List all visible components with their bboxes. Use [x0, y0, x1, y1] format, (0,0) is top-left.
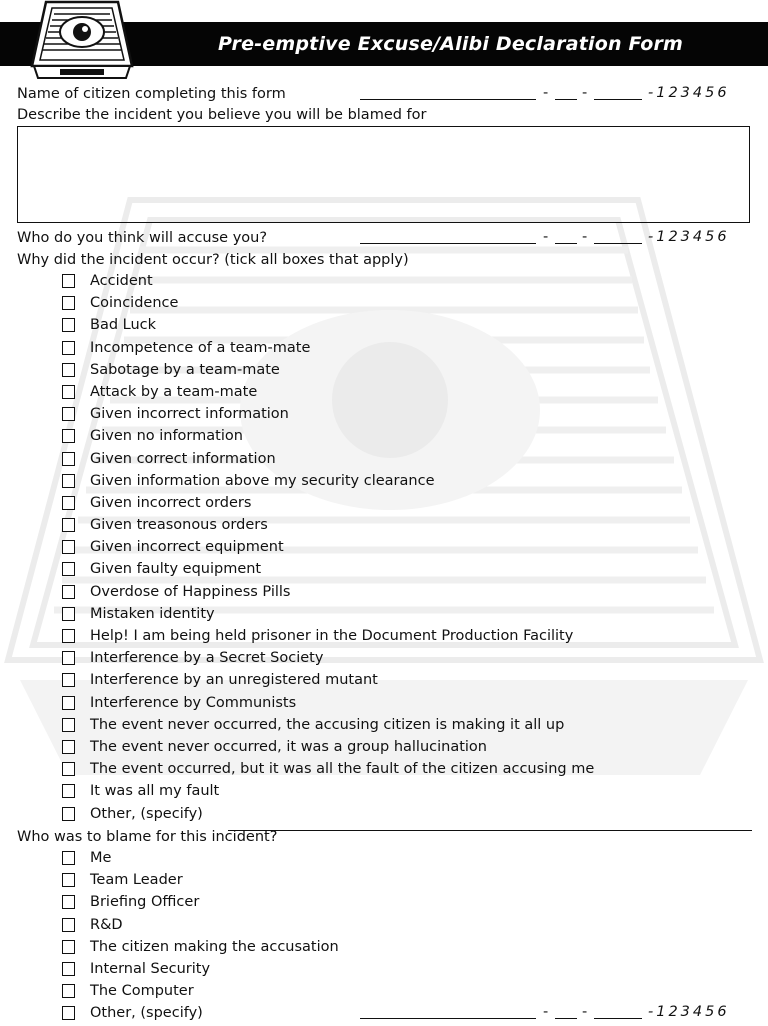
- checkbox[interactable]: [62, 762, 75, 776]
- id-segment-line[interactable]: [555, 99, 577, 100]
- checkbox[interactable]: [62, 474, 75, 488]
- checkbox[interactable]: [62, 940, 75, 954]
- blame-label: Who was to blame for this incident?: [17, 829, 278, 845]
- id-segment-line[interactable]: [594, 243, 642, 244]
- checkbox[interactable]: [62, 341, 75, 355]
- name-label: Name of citizen completing this form: [17, 86, 286, 102]
- checkbox[interactable]: [62, 496, 75, 510]
- name-input-line[interactable]: [360, 99, 536, 100]
- checkbox[interactable]: [62, 740, 75, 754]
- id-segment-line[interactable]: [555, 1018, 577, 1019]
- dash: -: [543, 1004, 549, 1020]
- checkbox[interactable]: [62, 407, 75, 421]
- id-number: -123456: [648, 85, 730, 101]
- checkbox[interactable]: [62, 452, 75, 466]
- checkbox[interactable]: [62, 1006, 75, 1020]
- id-number: -123456: [648, 229, 730, 245]
- accuser-id-field[interactable]: [360, 229, 760, 247]
- computer-eye-logo-icon: [28, 0, 136, 82]
- name-id-field[interactable]: [360, 85, 760, 103]
- checkbox[interactable]: [62, 918, 75, 932]
- form-title: Pre-emptive Excuse/Alibi Declaration Form: [218, 33, 684, 55]
- id-number: -123456: [648, 1004, 730, 1020]
- dash: -: [543, 85, 549, 101]
- id-segment-line[interactable]: [594, 1018, 642, 1019]
- dash: -: [582, 1004, 588, 1020]
- checkbox[interactable]: [62, 607, 75, 621]
- checkbox[interactable]: [62, 651, 75, 665]
- checkbox[interactable]: [62, 274, 75, 288]
- dash: -: [582, 229, 588, 245]
- checkbox[interactable]: [62, 385, 75, 399]
- checkbox[interactable]: [62, 363, 75, 377]
- checkbox[interactable]: [62, 807, 75, 821]
- checkbox[interactable]: [62, 851, 75, 865]
- accuser-label: Who do you think will accuse you?: [17, 230, 268, 246]
- checkbox[interactable]: [62, 718, 75, 732]
- other-blame-id-field[interactable]: [360, 1004, 760, 1022]
- checkbox[interactable]: [62, 784, 75, 798]
- id-segment-line[interactable]: [555, 243, 577, 244]
- checkbox[interactable]: [62, 895, 75, 909]
- checkbox[interactable]: [62, 962, 75, 976]
- incident-description-box[interactable]: [17, 126, 750, 223]
- checkbox[interactable]: [62, 562, 75, 576]
- checkbox[interactable]: [62, 984, 75, 998]
- id-segment-line[interactable]: [594, 99, 642, 100]
- other-reason-input-line[interactable]: [228, 830, 752, 831]
- checkbox[interactable]: [62, 873, 75, 887]
- describe-label: Describe the incident you believe you will be blamed for: [17, 107, 427, 123]
- checkbox[interactable]: [62, 696, 75, 710]
- checkbox[interactable]: [62, 296, 75, 310]
- why-label: Why did the incident occur? (tick all boxes that apply): [17, 252, 409, 268]
- checkbox[interactable]: [62, 629, 75, 643]
- checkbox[interactable]: [62, 585, 75, 599]
- checkbox[interactable]: [62, 673, 75, 687]
- accuser-input-line[interactable]: [360, 243, 536, 244]
- other-blame-input-line[interactable]: [360, 1018, 536, 1019]
- dash: -: [543, 229, 549, 245]
- checkbox[interactable]: [62, 318, 75, 332]
- checkbox[interactable]: [62, 540, 75, 554]
- checkbox[interactable]: [62, 429, 75, 443]
- checkbox[interactable]: [62, 518, 75, 532]
- dash: -: [582, 85, 588, 101]
